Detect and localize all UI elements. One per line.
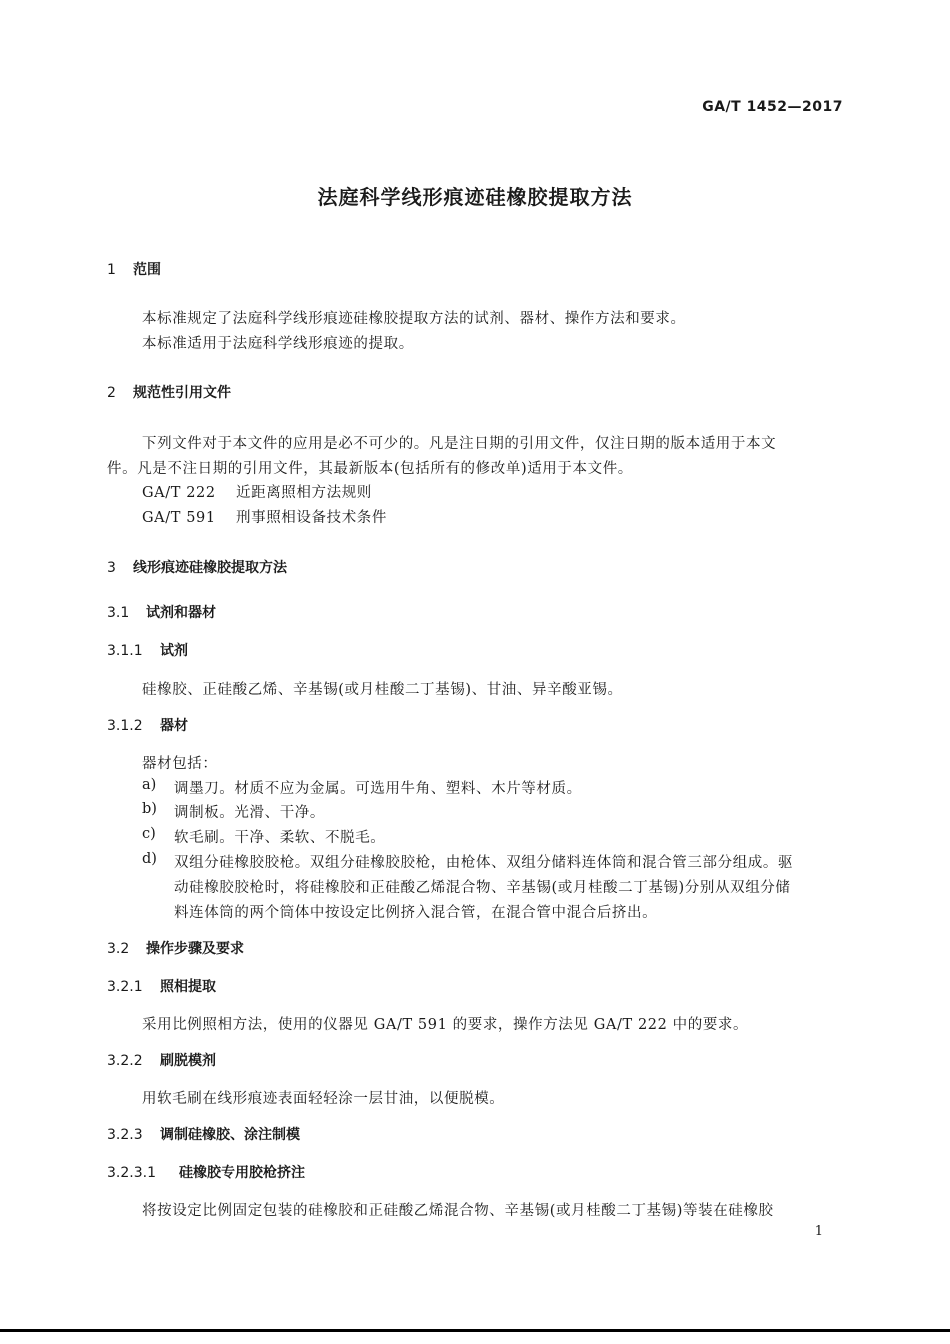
page-number: 1 — [814, 1224, 823, 1239]
list-marker: a) — [142, 777, 157, 793]
section-number: 3.2.3 — [107, 1127, 143, 1143]
section-3-2-heading — [107, 938, 244, 958]
bottom-rule — [0, 1329, 950, 1332]
section-title: 规范性引用文件 — [133, 385, 231, 401]
section-number: 2 — [107, 385, 116, 401]
reference-title: 近距离照相方法规则 — [236, 485, 372, 501]
document-title: 法庭科学线形痕迹硅橡胶提取方法 — [317, 185, 633, 209]
paragraph: 将按设定比例固定包装的硅橡胶和正硅酸乙烯混合物、辛基锡(或月桂酸二丁基锡)等装在硅橡胶 — [142, 1203, 774, 1219]
paragraph: 本标准规定了法庭科学线形痕迹硅橡胶提取方法的试剂、器材、操作方法和要求。 — [142, 311, 686, 327]
section-number: 3.1 — [107, 605, 130, 621]
paragraph: 用软毛刷在线形痕迹表面轻轻涂一层甘油，以便脱模。 — [142, 1091, 505, 1107]
section-number: 1 — [107, 262, 116, 278]
list-item: 软毛刷。干净、柔软、不脱毛。 — [174, 830, 386, 846]
section-title: 操作步骤及要求 — [146, 941, 244, 957]
section-3-1-2-heading — [107, 715, 188, 735]
section-title: 调制硅橡胶、涂注制模 — [160, 1127, 300, 1143]
section-3-2-3-1-heading — [107, 1162, 305, 1182]
section-3-2-1-heading — [107, 976, 216, 996]
section-3-2-3-heading — [107, 1124, 300, 1144]
section-title: 试剂 — [160, 643, 188, 659]
section-number: 3.2.2 — [107, 1053, 143, 1069]
reference-title: 刑事照相设备技术条件 — [236, 510, 387, 526]
section-3-1-heading — [107, 602, 216, 622]
section-title: 硅橡胶专用胶枪挤注 — [179, 1165, 305, 1181]
paragraph: 下列文件对于本文件的应用是必不可少的。凡是注日期的引用文件，仅注日期的版本适用于本文 — [142, 436, 777, 452]
section-title: 刷脱模剂 — [160, 1053, 216, 1069]
paragraph-continuation: 件。凡是不注日期的引用文件，其最新版本(包括所有的修改单)适用于本文件。 — [107, 461, 633, 477]
section-number: 3.1.2 — [107, 718, 143, 734]
list-item: 调制板。光滑、干净。 — [174, 805, 325, 821]
section-3-2-2-heading — [107, 1050, 216, 1070]
section-number: 3.2 — [107, 941, 130, 957]
reference-code: GA/T 591 — [142, 510, 216, 526]
paragraph: 硅橡胶、正硅酸乙烯、辛基锡(或月桂酸二丁基锡)、甘油、异辛酸亚锡。 — [142, 682, 623, 698]
list-marker: c) — [142, 826, 156, 842]
paragraph: 本标准适用于法庭科学线形痕迹的提取。 — [142, 336, 414, 352]
section-number: 3.2.3.1 — [107, 1165, 156, 1181]
section-title: 器材 — [160, 718, 188, 734]
section-number: 3.2.1 — [107, 979, 143, 995]
normative-reference — [142, 506, 387, 527]
section-title: 线形痕迹硅橡胶提取方法 — [133, 560, 287, 576]
list-item-continuation: 料连体筒的两个筒体中按设定比例挤入混合管，在混合管中混合后挤出。 — [174, 905, 658, 921]
section-title: 试剂和器材 — [146, 605, 216, 621]
list-marker: d) — [142, 851, 157, 867]
section-title: 照相提取 — [160, 979, 216, 995]
section-1-heading — [107, 259, 161, 279]
reference-code: GA/T 222 — [142, 485, 216, 501]
section-title: 范围 — [133, 262, 161, 278]
paragraph: 器材包括： — [142, 756, 218, 772]
section-3-heading — [107, 557, 287, 577]
section-3-1-1-heading — [107, 640, 188, 660]
normative-reference — [142, 481, 372, 502]
paragraph: 采用比例照相方法，使用的仪器见 GA/T 591 的要求，操作方法见 GA/T 222 中的要求。 — [142, 1017, 749, 1033]
list-item-continuation: 动硅橡胶胶枪时，将硅橡胶和正硅酸乙烯混合物、辛基锡(或月桂酸二丁基锡)分别从双组分储 — [174, 880, 791, 896]
section-number: 3 — [107, 560, 116, 576]
section-2-heading — [107, 382, 231, 402]
list-marker: b) — [142, 801, 157, 817]
list-item: 调墨刀。材质不应为金属。可选用牛角、塑料、木片等材质。 — [174, 781, 582, 797]
section-number: 3.1.1 — [107, 643, 143, 659]
list-item: 双组分硅橡胶胶枪。双组分硅橡胶胶枪，由枪体、双组分储料连体筒和混合管三部分组成。驱 — [174, 855, 794, 871]
standard-number: GA/T 1452—2017 — [702, 99, 843, 115]
